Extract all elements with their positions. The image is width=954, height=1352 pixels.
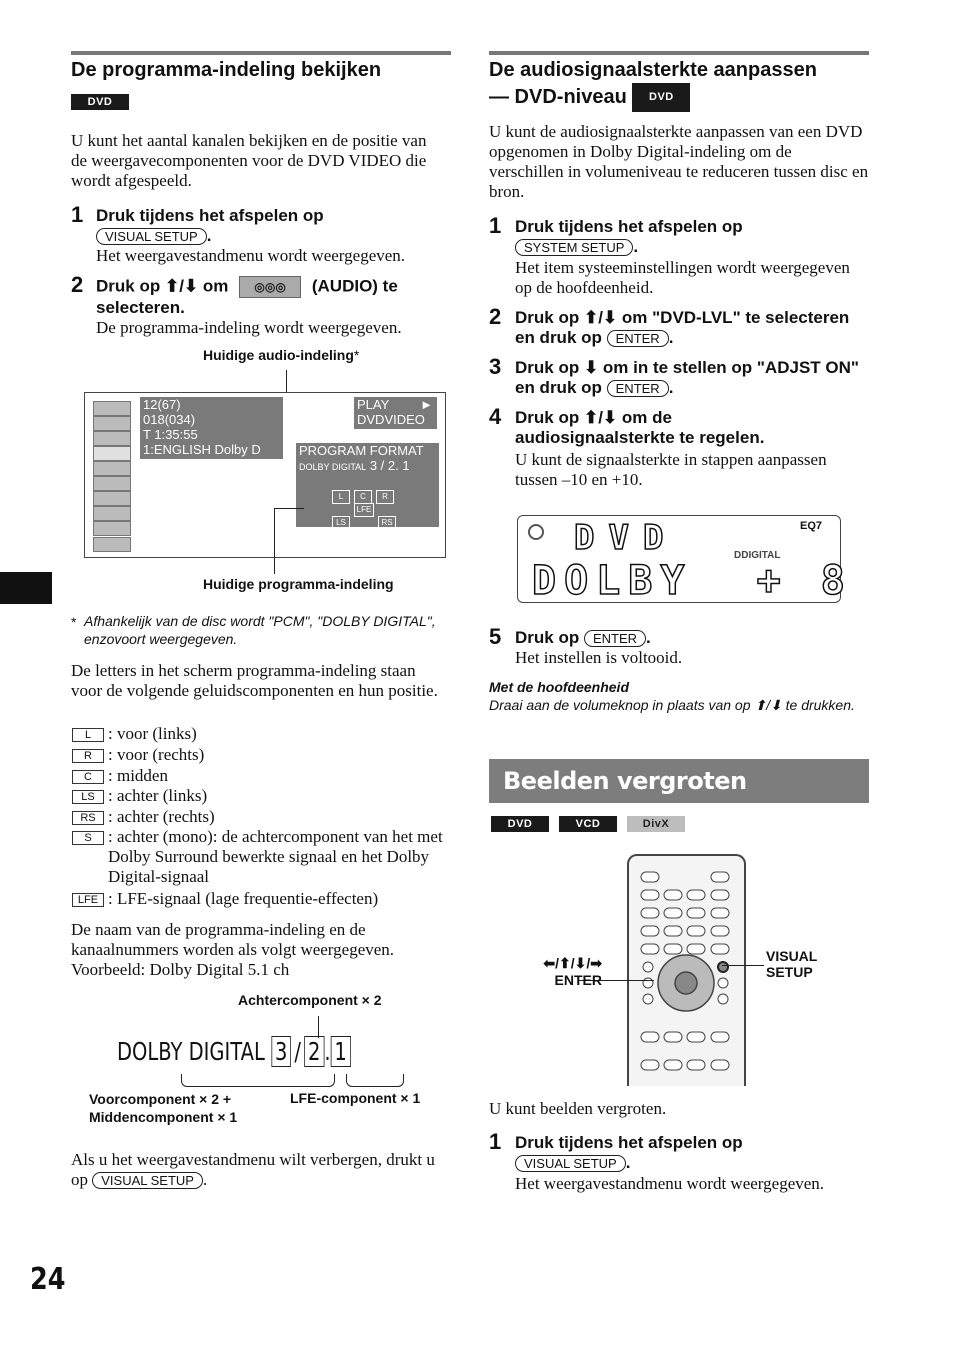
- osd-menu-icon: [93, 537, 131, 552]
- note-text: Draai aan de volumeknop in plaats van op ⬆/⬇ te drukken.: [489, 697, 855, 713]
- digit-box: 3: [271, 1036, 291, 1067]
- right-top-rule: [489, 51, 869, 55]
- enter-button: ENTER: [584, 630, 646, 647]
- step-number: 3: [489, 354, 502, 379]
- dvd-badge: DVD: [632, 83, 690, 112]
- osd-menu-icon: [93, 491, 131, 506]
- step-result: Het weergavestandmenu wordt weergegeven.: [96, 246, 406, 265]
- dolby-format-diagram: DOLBY DIGITAL 3 / 2 . 1: [117, 1036, 351, 1068]
- section-title-bar: [489, 759, 869, 803]
- bracket: [181, 1074, 335, 1087]
- step-text: Druk op ENTER .: [515, 628, 651, 647]
- step-result: Het item systeeminstellingen wordt weergegeven op de hoofdeenheid.: [515, 258, 850, 297]
- system-setup-button: SYSTEM SETUP: [515, 239, 633, 256]
- step-result: Het weergavestandmenu wordt weergegeven.: [515, 1174, 825, 1193]
- step-result: U kunt de signaalsterkte in stappen aanpassen tussen –10 en +10.: [515, 450, 827, 489]
- step-text: Druk op ⬆/⬇ om de audiosignaalsterkte te regelen.: [515, 408, 765, 447]
- footnote: Afhankelijk van de disc wordt "PCM", "DOLBY DIGITAL", enzovoort weergegeven.: [84, 613, 436, 647]
- step-number: 2: [71, 272, 84, 297]
- step-number: 1: [489, 1129, 502, 1154]
- visual-setup-button: VISUAL SETUP: [515, 1155, 626, 1172]
- legend-item: LFE : LFE-signaal (lage frequentie-effecten): [72, 889, 378, 909]
- lcd-eq-indicator: EQ7: [800, 520, 823, 532]
- osd-menu-icon: [93, 521, 131, 536]
- section-title: Beelden vergroten: [503, 767, 747, 795]
- enter-button: ENTER: [607, 380, 669, 397]
- legend-item: RS : achter (rechts): [72, 807, 215, 827]
- osd-audio-icon: [93, 446, 131, 461]
- step-result: Het instellen is voltooid.: [515, 648, 683, 667]
- naming-text: De naam van de programma-indeling en de kanaalnummers worden als volgt weergegeven. Voorbeeld: Dolby Digital 5.1 ch: [71, 920, 395, 979]
- legend-item: R : voor (rechts): [72, 745, 204, 765]
- osd-program-panel: PROGRAM FORMAT DOLBY DIGITAL 3 / 2. 1 L C R LFE LS RS: [296, 443, 439, 527]
- direction-enter-label: ⬅/⬆/⬇/➡ ENTER: [543, 955, 602, 988]
- lcd-line-2: DOLBY + 8: [532, 558, 853, 604]
- dvd-badge: DVD: [71, 92, 129, 110]
- vcd-badge: VCD: [559, 816, 617, 832]
- front-component-label: Voorcomponent × 2 + Middencomponent × 1: [89, 1091, 238, 1125]
- legend-item: C : midden: [72, 766, 168, 786]
- left-intro: U kunt het aantal kanalen bekijken en de positie van de weergavecomponenten voor de DVD VIDEO die wordt afgespeeld.: [71, 131, 427, 190]
- right-intro: U kunt de audiosignaalsterkte aanpassen van een DVD opgenomen in Dolby Digital-indeling om de verschillen in volumeniveau te reduceren tussen disc en bron.: [489, 122, 869, 201]
- label-current-audio: Huidige audio-indeling*: [203, 347, 360, 363]
- visual-setup-button: VISUAL SETUP: [96, 228, 207, 245]
- step-number: 2: [489, 304, 502, 329]
- legend-item: LS : achter (links): [72, 786, 207, 806]
- osd-menu-icon: [93, 401, 131, 416]
- leader-line: [274, 508, 275, 574]
- legend-item: L : voor (links): [72, 724, 197, 744]
- step-result: De programma-indeling wordt weergegeven.: [96, 318, 402, 337]
- leader-line: [274, 508, 304, 509]
- osd-screen: [84, 392, 446, 558]
- leader-line: [318, 1016, 319, 1038]
- lcd-digital-indicator: DDIGITAL: [734, 550, 781, 561]
- legend-item: S : achter (mono): de achtercomponent van het met Dolby Surround bewerkte signaal en het Dolby Digital-signaal: [72, 827, 447, 887]
- visual-setup-label: VISUAL SETUP: [766, 948, 818, 980]
- step-number: 1: [71, 202, 84, 227]
- left-top-rule: [71, 51, 451, 55]
- digit-box: 1: [331, 1036, 351, 1067]
- step-number: 5: [489, 624, 502, 649]
- step-text: Druk tijdens het afspelen op VISUAL SETUP .: [96, 206, 324, 245]
- osd-menu-icon: [93, 416, 131, 431]
- step-number: 1: [489, 213, 502, 238]
- left-heading: De programma-indeling bekijken: [71, 59, 382, 81]
- lcd-line-1: DVD: [574, 518, 678, 558]
- letters-intro: De letters in het scherm programma-indeling staan voor de volgende geluidscomponenten en hun positie.: [71, 661, 438, 700]
- format-badges: [491, 814, 685, 832]
- hide-menu-text: Als u het weergavestandmenu wilt verbergen, drukt u op VISUAL SETUP .: [71, 1150, 435, 1189]
- footnote-mark: *: [71, 614, 77, 630]
- dvd-badge: DVD: [491, 816, 549, 832]
- digit-box: 2: [304, 1036, 324, 1067]
- osd-play-panel: PLAY ► DVDVIDEO: [354, 397, 437, 429]
- enter-button: ENTER: [607, 330, 669, 347]
- osd-menu-icon: [93, 476, 131, 491]
- remote-control: [627, 854, 746, 1086]
- step-text: Druk tijdens het afspelen op VISUAL SETUP .: [515, 1133, 743, 1172]
- osd-info-panel: 12(67) 018(034) T 1:35:55 1:ENGLISH Dolby D: [140, 397, 283, 459]
- osd-menu-icon: [93, 506, 131, 521]
- audio-menu-icon: ◎◎◎: [239, 276, 301, 298]
- osd-menu-icon: [93, 461, 131, 476]
- side-tab-marker: [0, 572, 52, 604]
- disc-icon: [528, 524, 544, 540]
- divx-badge: DivX: [627, 816, 685, 832]
- bracket: [346, 1074, 404, 1087]
- step-text: Druk op ⬆/⬇ om ◎◎◎ (AUDIO) te selecteren.: [96, 276, 398, 317]
- right-heading: De audiosignaalsterkte aanpassen — DVD-niveau DVD: [489, 58, 869, 112]
- osd-menu-icon: [93, 431, 131, 446]
- leader-line: [722, 965, 764, 966]
- step-text: Druk op ⬆/⬇ om "DVD-LVL" te selecteren en druk op ENTER .: [515, 308, 850, 347]
- visual-setup-button: VISUAL SETUP: [92, 1172, 203, 1189]
- rear-component-label: Achtercomponent × 2: [238, 992, 382, 1008]
- step-number: 4: [489, 404, 502, 429]
- step-text: Druk op ⬇ om in te stellen op "ADJST ON" en druk op ENTER .: [515, 358, 859, 397]
- enlarge-text: U kunt beelden vergroten.: [489, 1099, 667, 1118]
- head-unit-display: [517, 515, 853, 604]
- lfe-component-label: LFE-component × 1: [290, 1090, 421, 1106]
- remote-buttons-drawing: [629, 856, 744, 1086]
- note-title: Met de hoofdeenheid: [489, 679, 629, 695]
- label-current-program: Huidige programma-indeling: [203, 576, 394, 592]
- page-number: 24: [30, 1262, 66, 1297]
- step-text: Druk tijdens het afspelen op SYSTEM SETUP .: [515, 217, 743, 256]
